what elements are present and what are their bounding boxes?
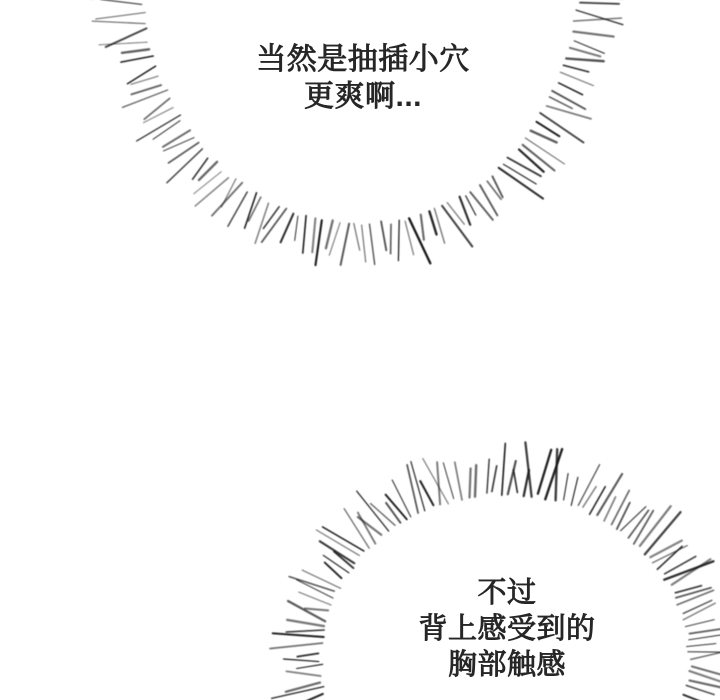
speech-line: 背上感受到的 [418, 613, 596, 645]
speech-line: 当然是抽插小穴 [256, 43, 470, 76]
speech-line: 不过 [477, 577, 537, 609]
speech-bubble-top [256, 41, 470, 115]
speech-line: 更爽啊... [303, 80, 422, 113]
burst-bubble-top-outline [91, 0, 624, 265]
speech-line: 胸部触感 [447, 649, 567, 681]
speech-bubble-bottom [418, 575, 595, 683]
